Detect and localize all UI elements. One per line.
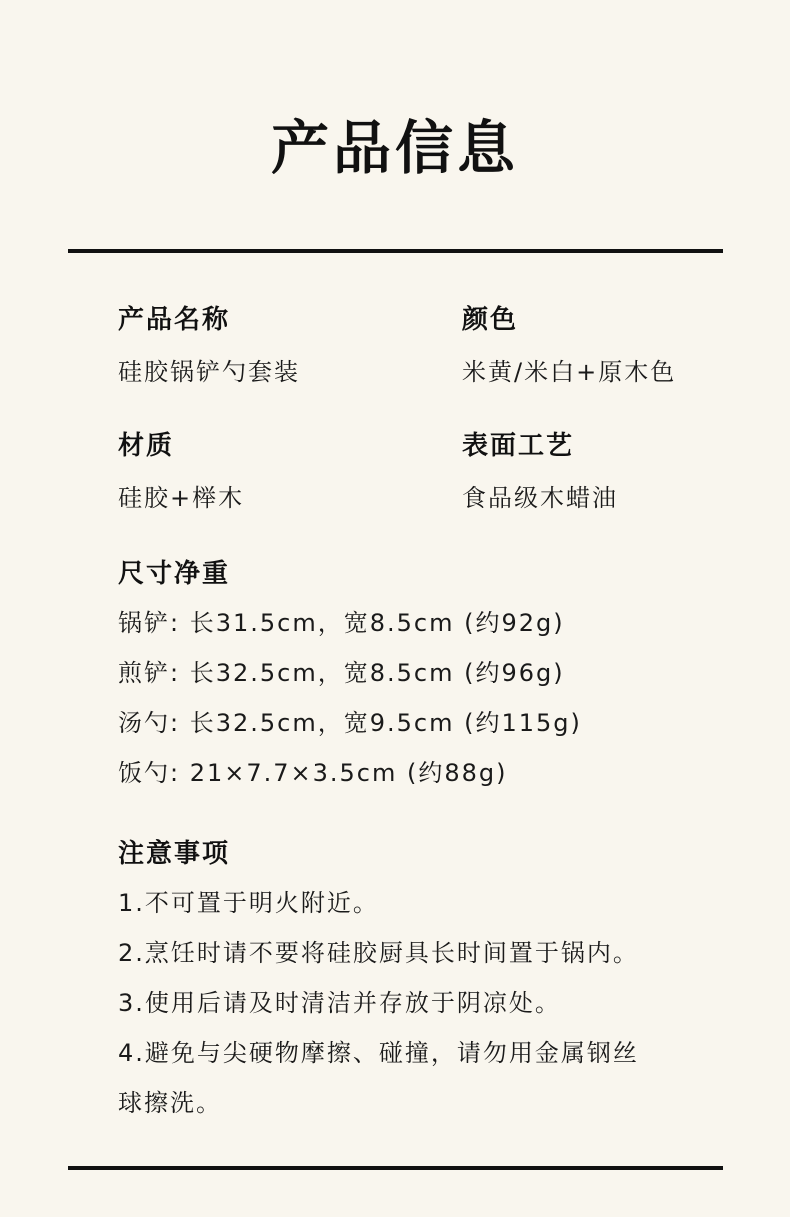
note-line: 2.烹饪时请不要将硅胶厨具长时间置于锅内。 bbox=[118, 939, 639, 967]
note-line: 4.避免与尖硬物摩擦、碰撞，请勿用金属钢丝 bbox=[118, 1039, 639, 1067]
color-value: 米黄/米白+原木色 bbox=[462, 358, 677, 386]
page-title: 产品信息 bbox=[270, 114, 519, 182]
notes-label: 注意事项 bbox=[118, 839, 231, 869]
size-line-turner: 煎铲: 长32.5cm，宽8.5cm (约96g) bbox=[118, 659, 565, 687]
finish-value: 食品级木蜡油 bbox=[462, 484, 618, 512]
note-line: 球擦洗。 bbox=[118, 1089, 222, 1117]
bottom-divider bbox=[68, 1166, 723, 1170]
color-label: 颜色 bbox=[462, 305, 519, 335]
size-weight-section bbox=[118, 556, 582, 805]
size-line-rice-paddle: 饭勺: 21×7.7×3.5cm (约88g) bbox=[118, 759, 508, 787]
note-line: 1.不可置于明火附近。 bbox=[118, 889, 379, 917]
material-label: 材质 bbox=[118, 431, 175, 461]
size-line-ladle: 汤勺: 长32.5cm，宽9.5cm (约115g) bbox=[118, 709, 582, 737]
size-line-spatula: 锅铲: 长31.5cm，宽8.5cm (约92g) bbox=[118, 609, 565, 637]
product-name-label: 产品名称 bbox=[118, 305, 231, 335]
product-name-field bbox=[118, 302, 300, 390]
product-name-value: 硅胶锅铲勺套装 bbox=[118, 358, 300, 386]
size-weight-label: 尺寸净重 bbox=[118, 559, 231, 589]
finish-field bbox=[462, 428, 618, 516]
color-field bbox=[462, 302, 676, 390]
material-value: 硅胶+榉木 bbox=[118, 484, 245, 512]
finish-label: 表面工艺 bbox=[462, 431, 575, 461]
material-field bbox=[118, 428, 244, 516]
notes-section bbox=[118, 836, 639, 1135]
top-divider bbox=[68, 249, 723, 253]
note-line: 3.使用后请及时清洁并存放于阴凉处。 bbox=[118, 989, 561, 1017]
